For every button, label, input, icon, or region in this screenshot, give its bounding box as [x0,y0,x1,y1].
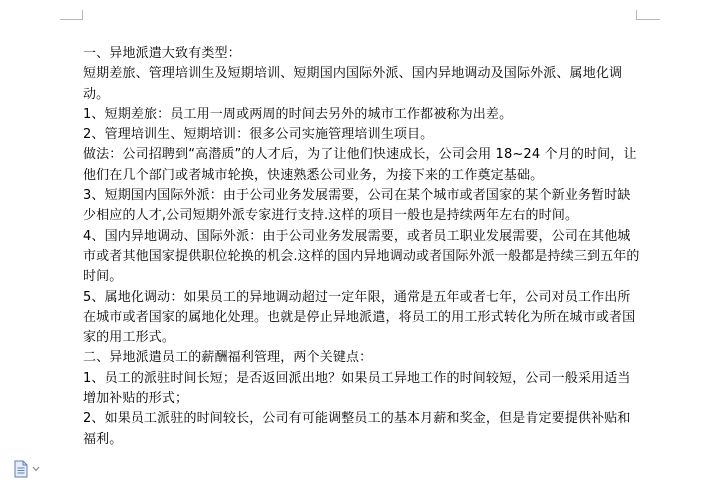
page-corner-mark-left [60,10,83,20]
paragraph-item-3: 3、短期国内国际外派：由于公司业务发展需要，公司在某个城市或者国家的某个新业务暂时缺少相应的人才,公司短期外派专家进行支持.这样的项目一般也是持续两年左右的时间。 [83,188,631,224]
paragraph-item-2: 2、管理培训生、短期培训：很多公司实施管理培训生项目。 [83,127,434,143]
paragraph-item-5: 5、属地化调动：如果员工的异地调动超过一定年限，通常是五年或者七年，公司对员工作出所在城市或者国家的属地化处理。也就是停止异地派遣，将员工的用工形式转化为所在城市或者国家的用工形式。 [83,289,636,346]
paragraph-item-1: 1、短期差旅：员工用一周或两周的时间去另外的城市工作都被称为出差。 [83,106,513,122]
paragraph-types: 短期差旅、管理培训生及短期培训、短期国内国际外派、国内异地调动及国际外派、属地化调动。 [83,66,623,102]
paragraph-method: 做法：公司招聘到“高潜质”的人才后，为了让他们快速成长，公司会用 18~24 个月的时间，让他们在几个部门或者城市轮换，快速熟悉公司业务，为接下来的工作奠定基础。 [83,147,637,183]
section-heading-1: 一、异地派遣大致有类型： [83,46,241,61]
paragraph-item-4: 4、国内异地调动、国际外派：由于公司业务发展需要，或者员工职业发展需要，公司在其他城市或者其他国家提供职位轮换的机会.这样的国内异地调动或者国际外派一般都是持续三到五年的时间。 [83,228,640,285]
paragraph-key-point-2: 2、如果员工派驻的时间较长，公司有可能调整员工的基本月薪和奖金，但是肯定要提供补贴和福利。 [83,411,631,447]
page-corner-mark-right [636,10,660,20]
document-body [83,44,643,450]
paragraph-key-point-1: 1、员工的派驻时间长短；是否返回派出地？如果员工异地工作的时间较短，公司一般采用适当增加补贴的形式； [83,370,631,407]
document-icon [13,460,29,478]
chevron-down-icon [32,466,40,472]
section-heading-2: 二、异地派遣员工的薪酬福利管理，两个关键点： [83,350,373,366]
document-menu-button[interactable] [13,460,45,478]
